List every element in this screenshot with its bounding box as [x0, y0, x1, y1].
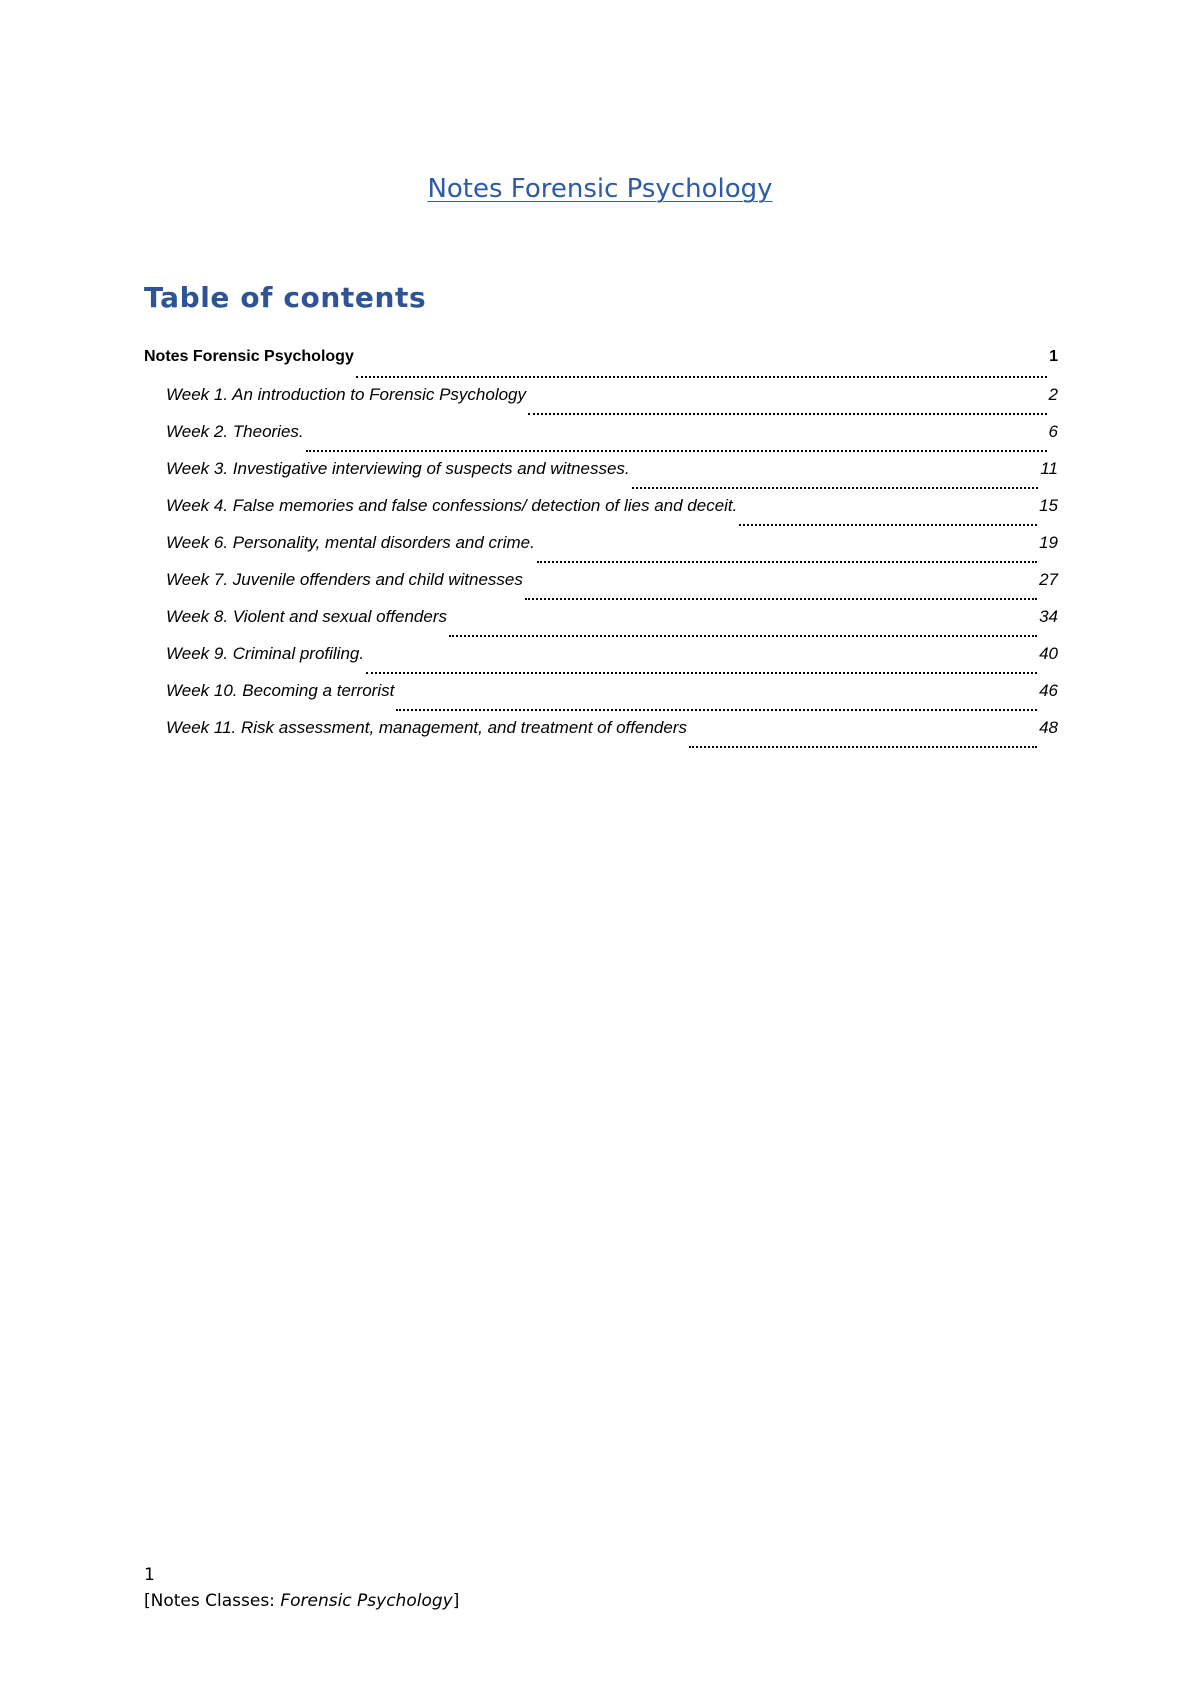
toc-page-number[interactable]: 48 — [1039, 718, 1058, 737]
document-title: Notes Forensic Psychology — [427, 174, 773, 204]
toc-entry[interactable] — [144, 605, 1058, 642]
toc-entry-title[interactable]: Week 2. Theories. — [166, 422, 304, 441]
toc-dot-leader — [689, 746, 1037, 748]
toc-dot-leader — [306, 450, 1047, 452]
toc-entry-title[interactable]: Week 10. Becoming a terrorist — [166, 681, 395, 700]
toc-entry[interactable] — [144, 383, 1058, 420]
table-of-contents — [144, 345, 1058, 753]
footer-suffix: ] — [452, 1591, 460, 1611]
toc-entry[interactable] — [144, 679, 1058, 716]
toc-dot-leader — [739, 524, 1037, 526]
toc-page-number[interactable]: 46 — [1039, 681, 1058, 700]
toc-entry[interactable] — [144, 345, 1058, 383]
toc-page-number[interactable]: 11 — [1040, 459, 1058, 478]
footer-page-number: 1 — [144, 1565, 155, 1585]
toc-dot-leader — [396, 709, 1037, 711]
toc-dot-leader — [356, 376, 1047, 378]
toc-page-number[interactable]: 19 — [1039, 533, 1058, 552]
toc-entry[interactable] — [144, 494, 1058, 531]
toc-entry[interactable] — [144, 420, 1058, 457]
toc-dot-leader — [525, 598, 1037, 600]
toc-heading: Table of contents — [144, 281, 427, 314]
toc-entry[interactable] — [144, 531, 1058, 568]
footer-subject: Forensic Psychology — [280, 1591, 453, 1611]
toc-page-number[interactable]: 15 — [1039, 496, 1058, 515]
toc-entry-title[interactable]: Notes Forensic Psychology — [144, 348, 354, 365]
toc-dot-leader — [366, 672, 1037, 674]
toc-page-number[interactable]: 2 — [1048, 385, 1058, 404]
toc-page-number[interactable]: 40 — [1039, 644, 1058, 663]
toc-entry[interactable] — [144, 716, 1058, 753]
toc-entry-title[interactable]: Week 3. Investigative interviewing of suspects and witnesses. — [166, 459, 630, 478]
toc-entry[interactable] — [144, 642, 1058, 679]
toc-entry[interactable] — [144, 457, 1058, 494]
toc-entry-title[interactable]: Week 8. Violent and sexual offenders — [166, 607, 447, 626]
toc-entry[interactable] — [144, 568, 1058, 605]
toc-page-number[interactable]: 27 — [1039, 570, 1058, 589]
footer-prefix: [Notes Classes: — [144, 1591, 281, 1611]
toc-entry-title[interactable]: Week 1. An introduction to Forensic Psychology — [166, 385, 527, 404]
toc-dot-leader — [632, 487, 1039, 489]
toc-entry-title[interactable]: Week 9. Criminal profiling. — [166, 644, 365, 663]
toc-entry-title[interactable]: Week 7. Juvenile offenders and child witnesses — [166, 570, 523, 589]
toc-page-number[interactable]: 6 — [1048, 422, 1058, 441]
toc-page-number[interactable]: 34 — [1039, 607, 1058, 626]
page-footer — [144, 1562, 459, 1614]
toc-entry-title[interactable]: Week 6. Personality, mental disorders and crime. — [166, 533, 535, 552]
toc-dot-leader — [537, 561, 1037, 563]
toc-dot-leader — [449, 635, 1037, 637]
toc-entry-title[interactable]: Week 11. Risk assessment, management, and treatment of offenders — [166, 718, 687, 737]
toc-page-number[interactable]: 1 — [1049, 348, 1058, 365]
toc-dot-leader — [528, 413, 1047, 415]
toc-entry-title[interactable]: Week 4. False memories and false confessions/ detection of lies and deceit. — [166, 496, 738, 515]
footer-title — [144, 1591, 459, 1611]
